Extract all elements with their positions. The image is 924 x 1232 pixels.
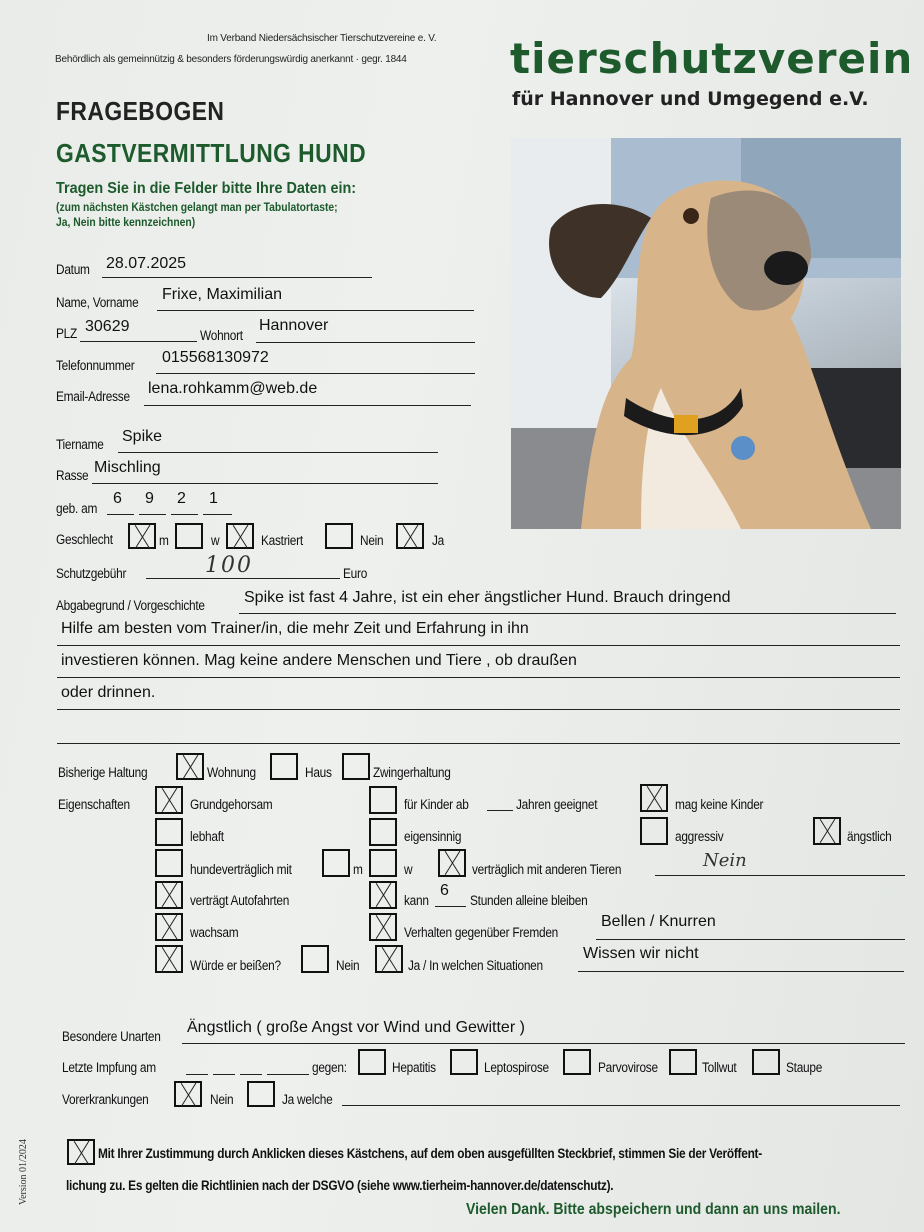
beissen-ja-label: Ja / In welchen Situationen <box>408 958 543 973</box>
alleine-hours-field[interactable]: 6 <box>440 882 449 899</box>
andere-tiere-field[interactable]: Nein <box>703 850 747 871</box>
impfung-leptospirose-checkbox[interactable] <box>450 1049 478 1075</box>
impfung-date-line-4 <box>267 1074 309 1075</box>
haltung-haus-checkbox[interactable] <box>270 753 298 780</box>
kinder-ab-checkbox[interactable] <box>369 786 397 814</box>
alleine-checkbox[interactable] <box>369 881 397 909</box>
rasse-label: Rasse <box>56 468 89 483</box>
consent-text-line-2: lichung zu. Es gelten die Richtlinien nach der DSGVO (siehe www.tierheim-hannover.de/datenschutz). <box>66 1178 614 1193</box>
aggressiv-label: aggressiv <box>675 829 724 844</box>
email-label: Email-Adresse <box>56 389 130 404</box>
vorerkrankungen-label: Vorerkrankungen <box>62 1092 149 1107</box>
aengstlich-label: ängstlich <box>847 829 892 844</box>
geb-line-3 <box>171 514 198 515</box>
geschlecht-m-label: m <box>159 533 169 548</box>
abgabegrund-line-3[interactable]: investieren können. Mag keine andere Menschen und Tiere , ob draußen <box>61 652 577 669</box>
tiername-line <box>118 452 438 453</box>
grundgehorsam-label: Grundgehorsam <box>190 797 273 812</box>
kastriert-nein-label: Nein <box>360 533 384 548</box>
instruction: Tragen Sie in die Felder bitte Ihre Daten ein: <box>56 180 357 197</box>
name-label: Name, Vorname <box>56 295 139 310</box>
geb-line-2 <box>139 514 166 515</box>
mag-keine-kinder-checkbox[interactable] <box>640 784 668 812</box>
impfung-leptospirose-label: Leptospirose <box>484 1060 549 1075</box>
geb-label: geb. am <box>56 501 98 516</box>
email-line <box>144 405 471 406</box>
vorerkrankungen-nein-checkbox[interactable] <box>174 1081 202 1107</box>
geschlecht-w-label: w <box>211 533 220 548</box>
beissen-situation-field[interactable]: Wissen wir nicht <box>583 945 699 962</box>
geschlecht-m-checkbox[interactable] <box>128 523 156 549</box>
geb-digit-3[interactable]: 2 <box>177 490 186 507</box>
schutzgebuehr-line <box>146 578 340 579</box>
impfung-date-line-1 <box>186 1074 208 1075</box>
rasse-field[interactable]: Mischling <box>94 459 161 476</box>
wachsam-label: wachsam <box>190 925 239 940</box>
fremde-field[interactable]: Bellen / Knurren <box>601 913 716 930</box>
abgabegrund-rule-5 <box>57 743 900 744</box>
unarten-field[interactable]: Ängstlich ( große Angst vor Wind und Gewitter ) <box>187 1019 525 1036</box>
geb-line-4 <box>203 514 232 515</box>
autofahrten-label: verträgt Autofahrten <box>190 893 290 908</box>
datum-label: Datum <box>56 262 90 277</box>
impfung-hepatitis-label: Hepatitis <box>392 1060 436 1075</box>
geschlecht-label: Geschlecht <box>56 532 113 547</box>
impfung-staupe-checkbox[interactable] <box>752 1049 780 1075</box>
abgabegrund-rule-3 <box>57 677 900 678</box>
vorerkrankungen-nein-label: Nein <box>210 1092 234 1107</box>
vorerkrankungen-ja-checkbox[interactable] <box>247 1081 275 1107</box>
name-line <box>157 310 474 311</box>
fremde-checkbox[interactable] <box>369 913 397 941</box>
wohnort-label: Wohnort <box>200 328 243 343</box>
hundevertraeglich-checkbox[interactable] <box>155 849 183 877</box>
name-field[interactable]: Frixe, Maximilian <box>162 286 283 303</box>
fremde-label: Verhalten gegenüber Fremden <box>404 925 559 940</box>
eigensinnig-label: eigensinnig <box>404 829 462 844</box>
thanks-message: Vielen Dank. Bitte abspeichern und dann an uns mailen. <box>466 1201 841 1218</box>
dog-photo <box>511 138 901 529</box>
kastriert-checkbox[interactable] <box>226 523 254 549</box>
fremde-line <box>596 939 905 940</box>
beissen-checkbox[interactable] <box>155 945 183 973</box>
form-subtitle: GASTVERMITTLUNG HUND <box>56 138 367 168</box>
abgabegrund-rule-2 <box>57 645 900 646</box>
telefon-label: Telefonnummer <box>56 358 135 373</box>
kinder-ab-label: für Kinder ab <box>404 797 469 812</box>
wohnort-field[interactable]: Hannover <box>259 317 329 334</box>
dog-illustration <box>511 138 901 529</box>
unarten-label: Besondere Unarten <box>62 1029 161 1044</box>
association-line: Im Verband Niedersächsischer Tierschutzvereine e. V. <box>207 33 437 44</box>
eigensinnig-checkbox[interactable] <box>369 818 397 846</box>
abgabegrund-rule-4 <box>57 709 900 710</box>
haltung-haus-label: Haus <box>305 765 332 780</box>
form-title: FRAGEBOGEN <box>56 96 225 126</box>
wohnort-line <box>256 342 475 343</box>
geb-digit-1[interactable]: 6 <box>113 490 122 507</box>
impfung-staupe-label: Staupe <box>786 1060 823 1075</box>
hundevertraeglich-label: hundeverträglich mit <box>190 862 292 877</box>
geschlecht-w-checkbox[interactable] <box>175 523 203 549</box>
abgabegrund-rule-1 <box>239 613 896 614</box>
logo-subtitle: für Hannover und Umgegend e.V. <box>512 88 869 110</box>
alleine-line <box>435 906 466 907</box>
hundevertraeglich-m-checkbox[interactable] <box>322 849 350 877</box>
kinder-ab-suffix: Jahren geeignet <box>516 797 598 812</box>
impfung-parvovirose-label: Parvovirose <box>598 1060 658 1075</box>
hundevertraeglich-m-label: m <box>353 862 363 877</box>
andere-tiere-line <box>655 875 905 876</box>
rasse-line <box>92 483 438 484</box>
hundevertraeglich-w-checkbox[interactable] <box>369 849 397 877</box>
aengstlich-checkbox[interactable] <box>813 817 841 845</box>
schutzgebuehr-field[interactable]: 100 <box>205 553 253 578</box>
impfung-date-line-3 <box>240 1074 262 1075</box>
abgabegrund-line-2[interactable]: Hilfe am besten vom Trainer/in, die mehr Zeit und Erfahrung in ihn <box>61 620 529 637</box>
haltung-zwinger-checkbox[interactable] <box>342 753 370 780</box>
kinder-ab-line <box>487 810 513 811</box>
abgabegrund-label: Abgabegrund / Vorgeschichte <box>56 598 205 613</box>
geb-line-1 <box>107 514 134 515</box>
kastriert-label: Kastriert <box>261 533 303 548</box>
beissen-nein-checkbox[interactable] <box>301 945 329 973</box>
impfung-tollwut-checkbox[interactable] <box>669 1049 697 1075</box>
beissen-ja-checkbox[interactable] <box>375 945 403 973</box>
haltung-wohnung-label: Wohnung <box>207 765 256 780</box>
kastriert-nein-checkbox[interactable] <box>325 523 353 549</box>
logo-title: tierschutzverein <box>510 34 914 83</box>
version-label: Version 01/2024 <box>18 1139 29 1205</box>
plz-field[interactable]: 30629 <box>85 318 130 335</box>
email-field[interactable]: lena.rohkamm@web.de <box>148 380 318 397</box>
abgabegrund-line-1[interactable]: Spike ist fast 4 Jahre, ist ein eher ängstlicher Hund. Brauch dringend <box>244 589 731 606</box>
geb-digit-2[interactable]: 9 <box>145 490 154 507</box>
geb-digit-4[interactable]: 1 <box>209 490 218 507</box>
datum-line <box>102 277 372 278</box>
unarten-line <box>182 1043 905 1044</box>
plz-label: PLZ <box>56 326 77 341</box>
autofahrten-checkbox[interactable] <box>155 881 183 909</box>
beissen-nein-label: Nein <box>336 958 360 973</box>
hundevertraeglich-w-label: w <box>404 862 413 877</box>
vorerkrankungen-ja-label: Ja welche <box>282 1092 333 1107</box>
mag-keine-kinder-label: mag keine Kinder <box>675 797 764 812</box>
datum-field[interactable]: 28.07.2025 <box>106 255 187 272</box>
consent-checkbox[interactable] <box>67 1139 95 1165</box>
impfung-date-line-2 <box>213 1074 235 1075</box>
impfung-hepatitis-checkbox[interactable] <box>358 1049 386 1075</box>
hint-line-1: (zum nächsten Kästchen gelangt man per Tabulatortaste; <box>56 202 338 214</box>
impfung-label: Letzte Impfung am <box>62 1060 156 1075</box>
beissen-line <box>578 971 904 972</box>
haltung-wohnung-checkbox[interactable] <box>176 753 204 780</box>
impfung-tollwut-label: Tollwut <box>702 1060 737 1075</box>
kastriert-ja-checkbox[interactable] <box>396 523 424 549</box>
alleine-label-pre: kann <box>404 893 429 908</box>
tiername-field[interactable]: Spike <box>122 428 163 445</box>
andere-tiere-label: verträglich mit anderen Tieren <box>472 862 622 877</box>
impfung-gegen-label: gegen: <box>312 1060 347 1075</box>
lebhaft-label: lebhaft <box>190 829 224 844</box>
impfung-parvovirose-checkbox[interactable] <box>563 1049 591 1075</box>
hint-line-2: Ja, Nein bitte kennzeichnen) <box>56 217 196 229</box>
abgabegrund-line-4[interactable]: oder drinnen. <box>61 684 156 701</box>
consent-text-line-1: Mit Ihrer Zustimmung durch Anklicken dieses Kästchens, auf dem oben ausgefüllten Steckbrief, stimmen Sie der Veröffent- <box>98 1146 762 1161</box>
plz-line <box>80 341 197 342</box>
recognition-line: Behördlich als gemeinnützig & besonders förderungswürdig anerkannt · gegr. 1844 <box>55 54 407 65</box>
eigenschaften-label: Eigenschaften <box>58 797 130 812</box>
lebhaft-checkbox[interactable] <box>155 818 183 846</box>
tiername-label: Tiername <box>56 437 104 452</box>
schutzgebuehr-label: Schutzgebühr <box>56 566 127 581</box>
haltung-label: Bisherige Haltung <box>58 765 148 780</box>
wachsam-checkbox[interactable] <box>155 913 183 941</box>
telefon-field[interactable]: 015568130972 <box>162 349 269 366</box>
andere-tiere-checkbox[interactable] <box>438 849 466 877</box>
kastriert-ja-label: Ja <box>432 533 445 548</box>
vorerkrankungen-line <box>342 1105 900 1106</box>
alleine-label-post: Stunden alleine bleiben <box>470 893 588 908</box>
beissen-label: Würde er beißen? <box>190 958 281 973</box>
grundgehorsam-checkbox[interactable] <box>155 786 183 814</box>
schutzgebuehr-unit: Euro <box>343 566 368 581</box>
telefon-line <box>156 373 475 374</box>
haltung-zwinger-label: Zwingerhaltung <box>373 765 451 780</box>
aggressiv-checkbox[interactable] <box>640 817 668 845</box>
